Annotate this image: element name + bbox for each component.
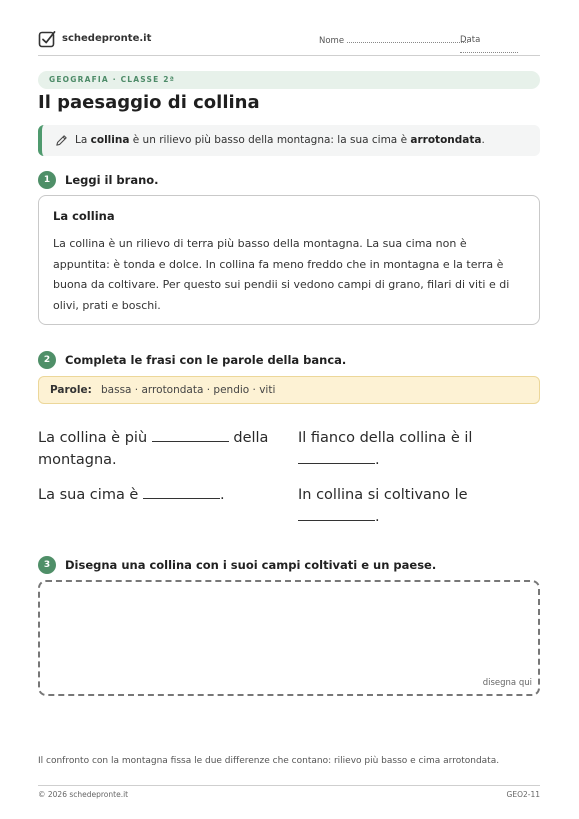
word-bank-label: Parole:	[50, 384, 92, 396]
pencil-icon	[55, 134, 68, 147]
step-number-badge: 1	[38, 171, 56, 189]
step-number-badge: 3	[38, 556, 56, 574]
footnote: Il confronto con la montagna fissa le due differenze che contano: rilievo più basso e cima arrotondata.	[38, 756, 500, 766]
fill-sentence-2: Il fianco della collina è il .	[298, 430, 473, 468]
word-bank	[38, 376, 540, 404]
step-instruction: Completa le frasi con le parole della banca.	[65, 353, 347, 367]
passage-title: La collina	[53, 209, 115, 223]
footer-divider	[38, 785, 540, 786]
answer-blank[interactable]	[152, 428, 229, 442]
reading-passage	[38, 195, 540, 325]
footer-code: GEO2-11	[506, 790, 540, 799]
page-header	[38, 30, 540, 56]
drawing-hint: disegna qui	[482, 678, 532, 688]
step-instruction: Disegna una collina con i suoi campi coltivati e un paese.	[65, 558, 437, 572]
drawing-area[interactable]	[38, 580, 540, 696]
subject-label: GEOGRAFIA · CLASSE 2ª	[49, 75, 176, 84]
name-label: Nome	[319, 36, 345, 46]
name-field[interactable]	[319, 35, 468, 46]
passage-body: La collina è un rilievo di terra più basso della montagna. La sua cima non è appuntita: è tonda e dolce. In collina fa meno freddo che in montagna e la terra è buona da coltivare. Per questo sui pendii si vedono campi di grano, filari di viti e di olivi, prati e boschi.	[53, 237, 510, 312]
name-blank-line	[347, 35, 468, 43]
subject-band	[38, 71, 540, 89]
definition-callout	[38, 125, 540, 156]
date-label: Data	[460, 35, 481, 45]
fill-sentence-1: La collina è più della montagna.	[38, 430, 269, 468]
page-title: Il paesaggio di collina	[38, 92, 260, 113]
date-blank-line	[460, 45, 518, 53]
answer-blank[interactable]	[143, 485, 220, 499]
fill-sentence-3: La sua cima è .	[38, 487, 225, 503]
site-name: schedepronte.it	[62, 33, 152, 44]
keyword-arrotondata: arrotondata	[410, 134, 482, 146]
date-field[interactable]	[460, 35, 540, 56]
checkbox-logo-icon	[38, 30, 56, 48]
step-number-badge: 2	[38, 351, 56, 369]
answer-blank[interactable]	[298, 507, 375, 521]
fill-sentence-4: In collina si coltivano le .	[298, 487, 468, 525]
step-instruction: Leggi il brano.	[65, 173, 159, 187]
footer-copyright: © 2026 schedepronte.it	[38, 790, 129, 799]
word-bank-words: bassa · arrotondata · pendio · viti	[101, 384, 276, 396]
answer-blank[interactable]	[298, 450, 375, 464]
keyword-collina: collina	[90, 134, 130, 146]
definition-text: La collina è un rilievo più basso della montagna: la sua cima è arrotondata.	[75, 134, 485, 146]
